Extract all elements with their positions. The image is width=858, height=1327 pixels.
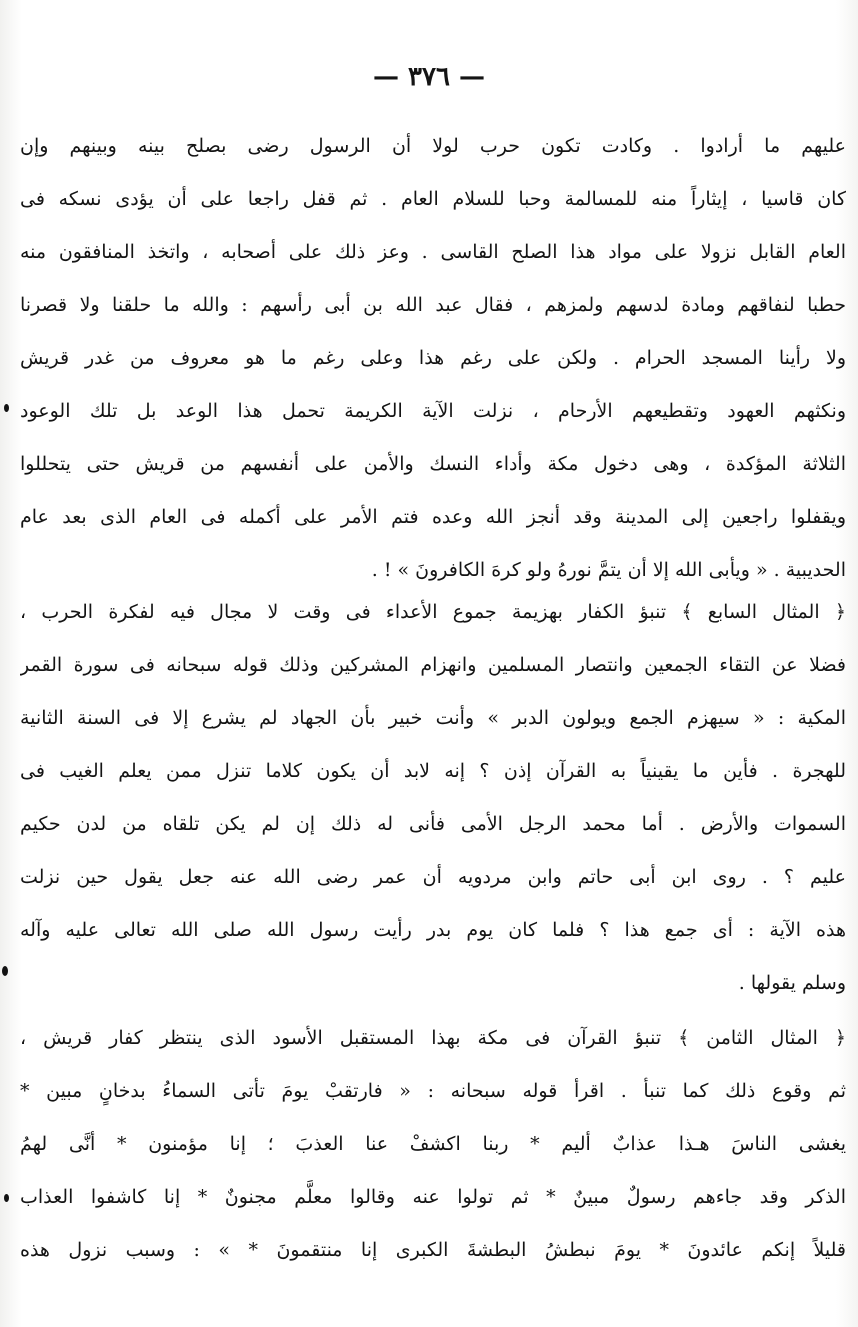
text-line: ﴿ المثال السابع ﴾ تنبؤ الكفار بهزيمة جموع الأعداء فى وقت لا مجال فيه لفكرة الحرب ، bbox=[20, 601, 846, 623]
text-line: ﴿ المثال الثامن ﴾ تنبؤ القرآن فى مكة بهذا المستقبل الأسود الذى ينتظر كفار قريش ، bbox=[20, 1027, 846, 1049]
text-line: ويقفلوا راجعين إلى المدينة وقد أنجز الله وعده فتم الأمر على أكمله فى العام الذى بعد عام bbox=[20, 506, 846, 528]
scan-speck bbox=[4, 1194, 9, 1202]
scan-speck bbox=[2, 966, 8, 976]
text-line: هذه الآية : أى جمع هذا ؟ فلما كان يوم بدر رأيت رسول الله صلى الله تعالى عليه وآله bbox=[20, 919, 846, 941]
scan-speck bbox=[4, 404, 9, 412]
text-line: المكية : « سيهزم الجمع ويولون الدبر » وأنت خبير بأن الجهاد لم يشرع إلا فى السنة الثانية bbox=[20, 707, 846, 729]
text-line: الثلاثة المؤكدة ، وهى دخول مكة وأداء النسك والأمن على أنفسهم من قريش حتى يتحللوا bbox=[20, 453, 846, 475]
paragraph-3 bbox=[20, 1012, 846, 1277]
text-line: الحديبية . « ويأبى الله إلا أن يتمَّ نورهُ ولو كرهَ الكافرونَ » ! . bbox=[371, 559, 846, 581]
text-line: فضلا عن التقاء الجمعين وانتصار المسلمين وانهزام المشركين وذلك قوله سبحانه فى سورة القمر bbox=[20, 654, 846, 676]
paragraph-1 bbox=[20, 120, 846, 597]
text-line: يغشى الناسَ هـذا عذابٌ أليم * ربنا اكشفْ عنا العذبَ ؛ إنا مؤمنون * أنَّى لهمُ bbox=[20, 1133, 846, 1155]
text-line: ونكثهم العهود وتقطيعهم الأرحام ، نزلت الآية الكريمة تحمل هذا الوعد بل تلك الوعود bbox=[20, 400, 846, 422]
text-line: عليهم ما أرادوا . وكادت تكون حرب لولا أن الرسول رضى بصلح بينه وبينهم وإن bbox=[20, 135, 846, 157]
page-number: — ٣٧٦ — bbox=[372, 62, 486, 92]
text-line: العام القابل نزولا على مواد هذا الصلح القاسى . وعز ذلك على أصحابه ، واتخذ المنافقون منه bbox=[20, 241, 846, 263]
text-line: حطبا لنفاقهم ومادة لدسهم ولمزهم ، فقال عبد الله بن أبى رأسهم : والله ما حلقنا ولا قصرنا bbox=[20, 294, 846, 316]
text-line: الذكر وقد جاءهم رسولٌ مبينٌ * ثم تولوا عنه وقالوا معلَّم مجنونٌ * إنا كاشفوا العذاب bbox=[20, 1186, 846, 1208]
text-line: للهجرة . فأين ما يقينياً به القرآن إذن ؟ إنه لابد أن يكون كلاما تنزل ممن يعلم الغيب فى bbox=[20, 760, 846, 782]
text-line: قليلاً إنكم عائدونَ * يومَ نبطشُ البطشةَ الكبرى إنا منتقمونَ * » : وسبب نزول هذه bbox=[20, 1239, 846, 1261]
text-line: ولا رأينا المسجد الحرام . ولكن على رغم هذا وعلى رغم ما هو معروف من غدر قريش bbox=[20, 347, 846, 369]
paragraph-2 bbox=[20, 586, 846, 1010]
text-line: ثم وقوع ذلك كما تنبأ . اقرأ قوله سبحانه : « فارتقبْ يومَ تأتى السماءُ بدخانٍ مبين * bbox=[20, 1080, 846, 1102]
text-line: عليم ؟ . روى ابن أبى حاتم وابن مردويه أن عمر رضى الله عنه جعل يقول حين نزلت bbox=[20, 866, 846, 888]
text-line: وسلم يقولها . bbox=[738, 972, 846, 994]
text-line: السموات والأرض . أما محمد الرجل الأمى فأنى له ذلك إن لم يكن تلقاه من لدن حكيم bbox=[20, 813, 846, 835]
text-line: كان قاسيا ، إيثاراً منه للمسالمة وحبا للسلام العام . ثم قفل راجعا على أن يؤدى نسكه فى bbox=[20, 188, 846, 210]
